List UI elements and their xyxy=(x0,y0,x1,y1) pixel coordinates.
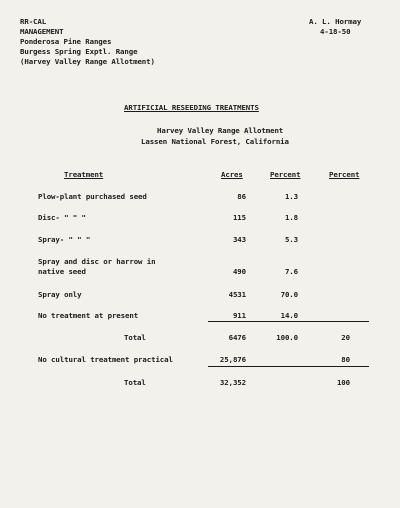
row-percent: 7.6 xyxy=(284,267,298,276)
row-acres: 343 xyxy=(232,235,246,244)
row-treatment: Disc- " " " xyxy=(38,213,86,222)
row-treatment: Spray and disc or harrow in xyxy=(38,257,156,266)
subtitle-line-2: Lassen National Forest, California xyxy=(141,137,289,146)
row-percent: 1.3 xyxy=(284,192,298,201)
row-treatment: No treatment at present xyxy=(38,311,139,320)
header-section: MANAGEMENT xyxy=(20,27,64,36)
subtotal-acres: 6476 xyxy=(228,333,246,342)
subtotal-label: Total xyxy=(124,333,146,342)
row-percent: 70.0 xyxy=(280,290,298,299)
total-label: Total xyxy=(124,378,146,387)
col-header-treatment: Treatment xyxy=(64,170,104,179)
no-treatment-acres: 25,876 xyxy=(219,355,246,364)
subtitle-line-1: Harvey Valley Range Allotment xyxy=(157,126,284,135)
row-treatment-line-2: native seed xyxy=(38,267,86,276)
row-acres: 115 xyxy=(232,213,246,222)
document-title: ARTIFICIAL RESEEDING TREATMENTS xyxy=(124,103,259,112)
total-percent-2: 100 xyxy=(336,378,350,387)
col-header-acres: Acres xyxy=(221,170,243,179)
row-percent: 5.3 xyxy=(284,235,298,244)
row-acres: 911 xyxy=(232,311,246,320)
row-acres: 490 xyxy=(232,267,246,276)
row-treatment: Spray- " " " xyxy=(38,235,91,244)
subtotal-percent: 100.0 xyxy=(276,333,298,342)
header-code: RR-CAL xyxy=(20,17,47,26)
no-treatment-label: No cultural treatment practical xyxy=(38,355,173,364)
row-percent: 1.8 xyxy=(284,213,298,222)
col-header-percent-2: Percent xyxy=(329,170,360,179)
header-topic: Ponderosa Pine Ranges xyxy=(20,37,112,46)
header-author: A. L. Hormay xyxy=(309,17,362,26)
subtotal-percent-2: 20 xyxy=(341,333,350,342)
row-acres: 4531 xyxy=(228,290,246,299)
total-rule xyxy=(208,366,369,367)
header-allotment: (Harvey Valley Range Allotment) xyxy=(20,57,155,66)
header-range: Burgess Spring Exptl. Range xyxy=(20,47,138,56)
subtotal-rule xyxy=(208,321,369,322)
no-treatment-percent-2: 80 xyxy=(341,355,350,364)
row-treatment: Plow-plant purchased seed xyxy=(38,192,147,201)
col-header-percent: Percent xyxy=(270,170,301,179)
row-treatment: Spray only xyxy=(38,290,82,299)
total-acres: 32,352 xyxy=(219,378,246,387)
row-acres: 86 xyxy=(237,192,246,201)
header-date: 4-18-50 xyxy=(320,27,351,36)
row-percent: 14.0 xyxy=(280,311,298,320)
